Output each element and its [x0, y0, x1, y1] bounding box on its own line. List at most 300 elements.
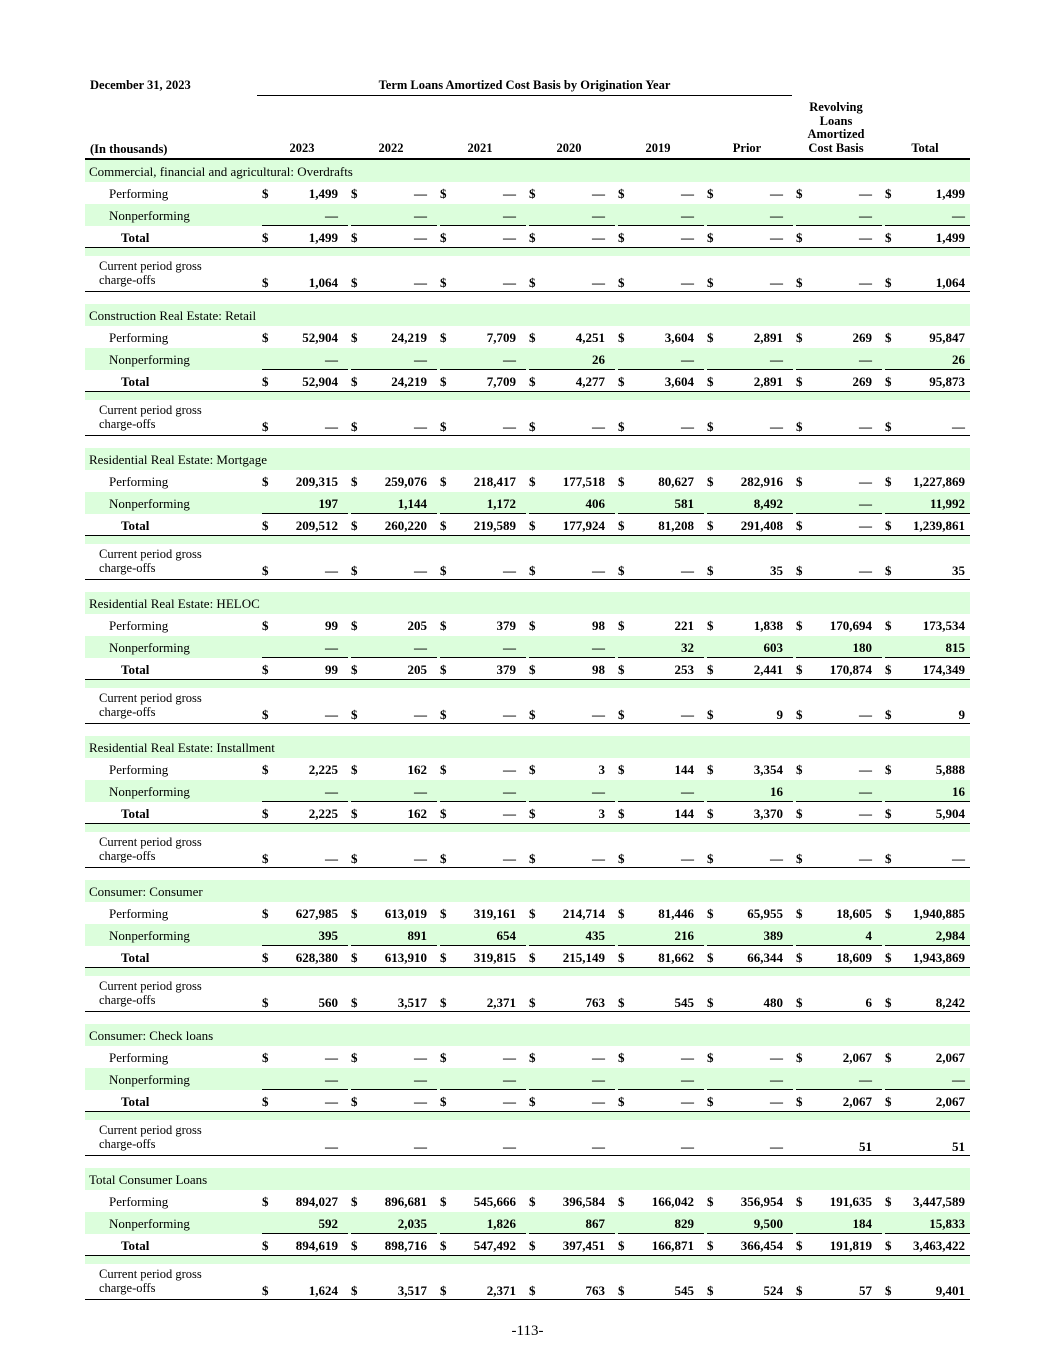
- charge-offs-value: —: [503, 419, 516, 434]
- nonperforming-value: 2,035: [397, 1216, 427, 1231]
- dollar-sign: $: [440, 330, 447, 345]
- nonperforming-label: Nonperforming: [109, 784, 190, 799]
- nonperforming-row: [85, 1068, 970, 1090]
- performing-value: 259,076: [384, 474, 427, 489]
- total-rule: [262, 1233, 348, 1234]
- charge-offs-row: [85, 400, 970, 436]
- total-value: 291,408: [740, 518, 783, 533]
- charge-offs-label: Current period gross charge-offs: [99, 403, 202, 431]
- gap-row: [85, 436, 970, 448]
- charge-offs-value: —: [859, 419, 872, 434]
- charge-offs-row: [85, 256, 970, 292]
- nonperforming-value: —: [414, 352, 427, 367]
- gap-row: [85, 1156, 970, 1168]
- dollar-sign: $: [796, 230, 803, 245]
- performing-value: —: [859, 762, 872, 777]
- performing-value: 319,161: [473, 906, 516, 921]
- dollar-sign: $: [351, 330, 358, 345]
- charge-offs-value: —: [592, 419, 605, 434]
- total-row: [85, 1234, 970, 1256]
- total-rule: [796, 1233, 882, 1234]
- dollar-sign: $: [796, 330, 803, 345]
- section-title: Total Consumer Loans: [89, 1172, 208, 1187]
- dollar-sign: $: [529, 374, 536, 389]
- column-header: 2021: [467, 141, 493, 155]
- nonperforming-value: 867: [585, 1216, 605, 1231]
- nonperforming-row: [85, 348, 970, 370]
- total-rule: [529, 801, 615, 802]
- performing-value: 2,067: [935, 1050, 965, 1065]
- charge-offs-value: —: [325, 419, 338, 434]
- dollar-sign: $: [529, 275, 536, 290]
- dollar-sign: $: [440, 474, 447, 489]
- total-value: 191,819: [829, 1238, 872, 1253]
- nonperforming-value: —: [681, 208, 694, 223]
- total-label: Total: [121, 518, 150, 533]
- performing-value: 613,019: [384, 906, 427, 921]
- total-rule: [885, 1089, 970, 1090]
- nonperforming-value: —: [859, 208, 872, 223]
- charge-offs-row: [85, 976, 970, 1012]
- total-label: Total: [121, 230, 150, 245]
- nonperforming-value: —: [414, 640, 427, 655]
- dollar-sign: $: [707, 662, 714, 677]
- dollar-sign: $: [262, 374, 269, 389]
- total-rule: [796, 801, 882, 802]
- dollar-sign: $: [618, 950, 625, 965]
- total-value: 144: [674, 806, 694, 821]
- dollar-sign: $: [529, 995, 536, 1010]
- dollar-sign: $: [885, 518, 892, 533]
- dollar-sign: $: [351, 1194, 358, 1209]
- nonperforming-row: [85, 924, 970, 946]
- column-header: Prior: [732, 141, 762, 155]
- total-rule: [796, 1089, 882, 1090]
- charge-offs-value: —: [503, 275, 516, 290]
- total-value: 1,499: [935, 230, 965, 245]
- total-value: 253: [674, 662, 694, 677]
- charge-offs-value: —: [681, 851, 694, 866]
- charge-offs-value: 9: [958, 707, 965, 722]
- total-rule: [885, 945, 970, 946]
- total-value: —: [770, 230, 783, 245]
- dollar-sign: $: [351, 1050, 358, 1065]
- dollar-sign: $: [529, 330, 536, 345]
- charge-offs-value: 8,242: [935, 995, 965, 1010]
- total-value: —: [681, 230, 694, 245]
- dollar-sign: $: [440, 806, 447, 821]
- dollar-sign: $: [351, 563, 358, 578]
- dollar-sign: $: [885, 563, 892, 578]
- dollar-sign: $: [707, 806, 714, 821]
- dollar-sign: $: [529, 707, 536, 722]
- total-rule: [351, 1233, 437, 1234]
- charge-offs-value: —: [325, 707, 338, 722]
- dollar-sign: $: [618, 186, 625, 201]
- total-value: 894,619: [295, 1238, 338, 1253]
- nonperforming-value: 8,492: [753, 496, 783, 511]
- performing-value: 282,916: [740, 474, 783, 489]
- section-header-row: [85, 736, 970, 758]
- total-label: Total: [121, 950, 150, 965]
- dollar-sign: $: [262, 1050, 269, 1065]
- performing-value: 209,315: [295, 474, 338, 489]
- dollar-sign: $: [618, 1238, 625, 1253]
- dollar-sign: $: [351, 186, 358, 201]
- performing-row: [85, 1046, 970, 1068]
- charge-offs-label: Current period gross charge-offs: [99, 259, 202, 287]
- dollar-sign: $: [262, 995, 269, 1010]
- performing-value: —: [592, 1050, 605, 1065]
- dollar-sign: $: [351, 474, 358, 489]
- dollar-sign: $: [618, 419, 625, 434]
- dollar-sign: $: [796, 851, 803, 866]
- total-rule: [707, 513, 793, 514]
- performing-value: —: [592, 186, 605, 201]
- total-value: 2,067: [935, 1094, 965, 1109]
- dollar-sign: $: [707, 1238, 714, 1253]
- dollar-sign: $: [885, 186, 892, 201]
- charge-offs-value: —: [681, 563, 694, 578]
- dollar-sign: $: [885, 707, 892, 722]
- total-value: 3,463,422: [913, 1238, 965, 1253]
- dollar-sign: $: [262, 618, 269, 633]
- nonperforming-value: —: [503, 352, 516, 367]
- dollar-sign: $: [796, 186, 803, 201]
- dollar-sign: $: [618, 563, 625, 578]
- performing-label: Performing: [109, 1050, 169, 1065]
- charge-offs-value: —: [859, 563, 872, 578]
- total-value: 24,219: [391, 374, 427, 389]
- dollar-sign: $: [796, 1050, 803, 1065]
- nonperforming-label: Nonperforming: [109, 1216, 190, 1231]
- nonperforming-value: —: [952, 1072, 965, 1087]
- nonperforming-value: —: [859, 496, 872, 511]
- nonperforming-value: 197: [318, 496, 338, 511]
- charge-offs-label: Current period gross charge-offs: [99, 691, 202, 719]
- performing-value: —: [859, 474, 872, 489]
- nonperforming-value: 9,500: [753, 1216, 783, 1231]
- total-rule: [707, 369, 793, 370]
- dollar-sign: $: [262, 851, 269, 866]
- total-value: 166,871: [651, 1238, 694, 1253]
- section-header-row: [85, 592, 970, 614]
- total-value: 98: [592, 662, 605, 677]
- charge-offs-value: —: [503, 851, 516, 866]
- total-value: 81,662: [658, 950, 694, 965]
- dollar-sign: $: [529, 230, 536, 245]
- total-value: 3,370: [753, 806, 783, 821]
- dollar-sign: $: [529, 1050, 536, 1065]
- nonperforming-label: Nonperforming: [109, 208, 190, 223]
- dollar-sign: $: [618, 662, 625, 677]
- nonperforming-value: 654: [496, 928, 516, 943]
- charge-offs-value: —: [770, 1139, 783, 1154]
- total-value: 260,220: [384, 518, 427, 533]
- nonperforming-value: —: [325, 640, 338, 655]
- gap-row: [85, 868, 970, 880]
- total-value: 3,604: [664, 374, 694, 389]
- charge-offs-value: 545: [674, 1283, 694, 1298]
- charge-offs-value: —: [770, 419, 783, 434]
- nonperforming-value: —: [859, 1072, 872, 1087]
- nonperforming-row: [85, 780, 970, 802]
- performing-value: 99: [325, 618, 338, 633]
- total-label: Total: [121, 374, 150, 389]
- nonperforming-value: —: [681, 784, 694, 799]
- nonperforming-value: —: [592, 208, 605, 223]
- nonperforming-value: —: [770, 352, 783, 367]
- dollar-sign: $: [618, 474, 625, 489]
- nonperforming-value: —: [503, 784, 516, 799]
- spacer-row: [85, 392, 970, 400]
- nonperforming-value: 395: [318, 928, 338, 943]
- nonperforming-value: 603: [763, 640, 783, 655]
- nonperforming-value: 891: [407, 928, 427, 943]
- total-rule: [351, 801, 437, 802]
- total-rule: [440, 801, 526, 802]
- total-value: 2,891: [753, 374, 783, 389]
- dollar-sign: $: [618, 1194, 625, 1209]
- total-rule: [885, 1233, 970, 1234]
- charge-offs-value: —: [414, 419, 427, 434]
- dollar-sign: $: [440, 1050, 447, 1065]
- performing-value: 1,838: [753, 618, 783, 633]
- dollar-sign: $: [440, 1194, 447, 1209]
- nonperforming-label: Nonperforming: [109, 928, 190, 943]
- charge-offs-value: 9,401: [935, 1283, 965, 1298]
- total-rule: [440, 369, 526, 370]
- total-rule: [796, 369, 882, 370]
- nonperforming-value: 15,833: [929, 1216, 965, 1231]
- charge-offs-value: —: [952, 419, 965, 434]
- nonperforming-value: 1,172: [486, 496, 516, 511]
- dollar-sign: $: [707, 186, 714, 201]
- total-rule: [351, 225, 437, 226]
- charge-offs-value: —: [325, 1139, 338, 1154]
- performing-value: 2,891: [753, 330, 783, 345]
- dollar-sign: $: [796, 1094, 803, 1109]
- column-header: 2020: [556, 141, 582, 155]
- performing-value: 81,446: [658, 906, 694, 921]
- total-value: 269: [852, 374, 872, 389]
- dollar-sign: $: [796, 275, 803, 290]
- charge-offs-row: [85, 688, 970, 724]
- total-row: [85, 370, 970, 392]
- charge-offs-value: —: [503, 1139, 516, 1154]
- column-header: 2019: [645, 141, 671, 155]
- total-label: Total: [121, 1094, 150, 1109]
- dollar-sign: $: [529, 662, 536, 677]
- total-rule: [618, 513, 704, 514]
- performing-value: 545,666: [473, 1194, 516, 1209]
- total-value: 613,910: [384, 950, 427, 965]
- dollar-sign: $: [262, 275, 269, 290]
- performing-value: 221: [674, 618, 694, 633]
- performing-label: Performing: [109, 906, 169, 921]
- total-value: 170,874: [829, 662, 872, 677]
- section-title: Consumer: Consumer: [89, 884, 203, 899]
- super-title-underline: [257, 95, 792, 96]
- total-rule: [440, 945, 526, 946]
- charge-offs-value: —: [681, 1139, 694, 1154]
- total-rule: [262, 369, 348, 370]
- dollar-sign: $: [618, 806, 625, 821]
- nonperforming-label: Nonperforming: [109, 352, 190, 367]
- performing-value: 177,518: [562, 474, 605, 489]
- total-rule: [796, 657, 882, 658]
- performing-value: 3: [598, 762, 605, 777]
- performing-value: 1,499: [308, 186, 338, 201]
- dollar-sign: $: [618, 275, 625, 290]
- loans-table: [85, 160, 970, 1300]
- charge-offs-value: 57: [859, 1283, 872, 1298]
- charge-offs-value: —: [414, 275, 427, 290]
- total-label: Total: [121, 1238, 150, 1253]
- nonperforming-value: 815: [945, 640, 965, 655]
- dollar-sign: $: [707, 1094, 714, 1109]
- column-header: Revolving Loans Amortized Cost Basis: [807, 100, 865, 155]
- dollar-sign: $: [440, 1283, 447, 1298]
- total-rule: [262, 801, 348, 802]
- total-rule: [351, 369, 437, 370]
- performing-label: Performing: [109, 762, 169, 777]
- total-value: 2,225: [308, 806, 338, 821]
- total-value: —: [414, 1094, 427, 1109]
- total-value: —: [503, 1094, 516, 1109]
- nonperforming-value: —: [770, 208, 783, 223]
- dollar-sign: $: [885, 275, 892, 290]
- charge-offs-label: Current period gross charge-offs: [99, 1267, 202, 1295]
- total-rule: [618, 801, 704, 802]
- dollar-sign: $: [618, 1283, 625, 1298]
- charge-offs-value: —: [681, 275, 694, 290]
- performing-label: Performing: [109, 1194, 169, 1209]
- total-rule: [796, 513, 882, 514]
- dollar-sign: $: [262, 1283, 269, 1298]
- dollar-sign: $: [796, 662, 803, 677]
- dollar-sign: $: [262, 662, 269, 677]
- total-value: 205: [407, 662, 427, 677]
- nonperforming-value: —: [952, 208, 965, 223]
- charge-offs-label: Current period gross charge-offs: [99, 835, 202, 863]
- nonperforming-value: —: [325, 1072, 338, 1087]
- charge-offs-value: —: [859, 851, 872, 866]
- section-header-row: [85, 448, 970, 470]
- dollar-sign: $: [796, 950, 803, 965]
- dollar-sign: $: [262, 762, 269, 777]
- performing-value: 18,605: [836, 906, 872, 921]
- performing-value: —: [681, 186, 694, 201]
- nonperforming-value: —: [325, 784, 338, 799]
- charge-offs-value: 560: [318, 995, 338, 1010]
- section-title: Commercial, financial and agricultural: Overdrafts: [89, 164, 353, 179]
- performing-value: 214,714: [562, 906, 605, 921]
- total-row: [85, 802, 970, 824]
- performing-label: Performing: [109, 474, 169, 489]
- dollar-sign: $: [440, 230, 447, 245]
- charge-offs-value: 35: [952, 563, 965, 578]
- nonperforming-value: —: [503, 640, 516, 655]
- dollar-sign: $: [262, 186, 269, 201]
- total-row: [85, 226, 970, 248]
- performing-value: —: [414, 186, 427, 201]
- performing-row: [85, 902, 970, 924]
- total-value: 7,709: [486, 374, 516, 389]
- dollar-sign: $: [707, 518, 714, 533]
- performing-value: 173,534: [922, 618, 965, 633]
- nonperforming-value: —: [503, 1072, 516, 1087]
- total-value: 5,904: [935, 806, 965, 821]
- performing-value: 1,499: [935, 186, 965, 201]
- nonperforming-value: —: [681, 352, 694, 367]
- total-rule: [440, 225, 526, 226]
- charge-offs-label: Current period gross charge-offs: [99, 547, 202, 575]
- performing-value: 191,635: [829, 1194, 872, 1209]
- total-rule: [618, 225, 704, 226]
- performing-value: —: [770, 186, 783, 201]
- total-rule: [618, 1233, 704, 1234]
- dollar-sign: $: [885, 374, 892, 389]
- total-value: —: [592, 1094, 605, 1109]
- nonperforming-value: —: [592, 640, 605, 655]
- nonperforming-label: Nonperforming: [109, 640, 190, 655]
- dollar-sign: $: [707, 474, 714, 489]
- nonperforming-value: —: [592, 1072, 605, 1087]
- total-value: —: [859, 806, 872, 821]
- dollar-sign: $: [351, 762, 358, 777]
- total-row: [85, 514, 970, 536]
- total-rule: [885, 657, 970, 658]
- dollar-sign: $: [262, 330, 269, 345]
- nonperforming-row: [85, 1212, 970, 1234]
- dollar-sign: $: [618, 330, 625, 345]
- nonperforming-value: —: [325, 208, 338, 223]
- total-rule: [351, 1089, 437, 1090]
- nonperforming-value: —: [859, 352, 872, 367]
- dollar-sign: $: [618, 851, 625, 866]
- dollar-sign: $: [440, 419, 447, 434]
- dollar-sign: $: [707, 1194, 714, 1209]
- performing-label: Performing: [109, 186, 169, 201]
- spacer-row: [85, 248, 970, 256]
- spacer-row: [85, 1256, 970, 1264]
- performing-value: 1,940,885: [913, 906, 965, 921]
- dollar-sign: $: [618, 518, 625, 533]
- nonperforming-value: 435: [585, 928, 605, 943]
- total-rule: [262, 513, 348, 514]
- dollar-sign: $: [885, 950, 892, 965]
- dollar-sign: $: [262, 474, 269, 489]
- dollar-sign: $: [440, 186, 447, 201]
- total-value: —: [859, 230, 872, 245]
- dollar-sign: $: [796, 1238, 803, 1253]
- total-rule: [707, 1089, 793, 1090]
- performing-value: 3,447,589: [913, 1194, 965, 1209]
- nonperforming-label: Nonperforming: [109, 496, 190, 511]
- dollar-sign: $: [885, 906, 892, 921]
- dollar-sign: $: [618, 707, 625, 722]
- dollar-sign: $: [707, 707, 714, 722]
- total-value: 219,589: [473, 518, 516, 533]
- dollar-sign: $: [885, 618, 892, 633]
- total-rule: [885, 513, 970, 514]
- total-rule: [440, 1089, 526, 1090]
- dollar-sign: $: [707, 618, 714, 633]
- total-rule: [262, 945, 348, 946]
- dollar-sign: $: [885, 851, 892, 866]
- performing-value: —: [681, 1050, 694, 1065]
